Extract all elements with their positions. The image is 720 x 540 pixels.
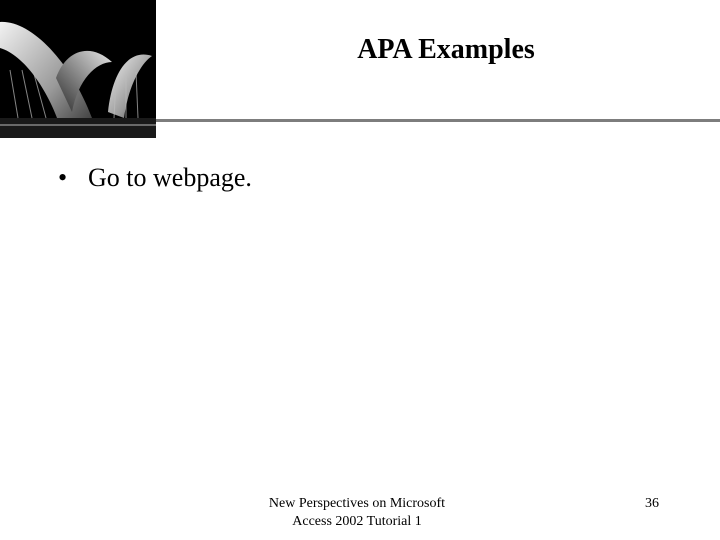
header-divider [156,119,720,122]
bullet-list [58,158,252,198]
footer-line-1: New Perspectives on Microsoft [268,496,446,511]
bullet-item [58,158,252,198]
slide-footer [250,495,464,531]
slide-number: 36 [645,496,659,511]
footer-line-2: Access 2002 Tutorial 1 [292,514,422,529]
opera-house-photo [0,0,156,138]
slide-title: APA Examples [357,34,535,65]
bullet-marker: • [58,163,68,192]
bullet-text: Go to webpage. [88,163,252,192]
